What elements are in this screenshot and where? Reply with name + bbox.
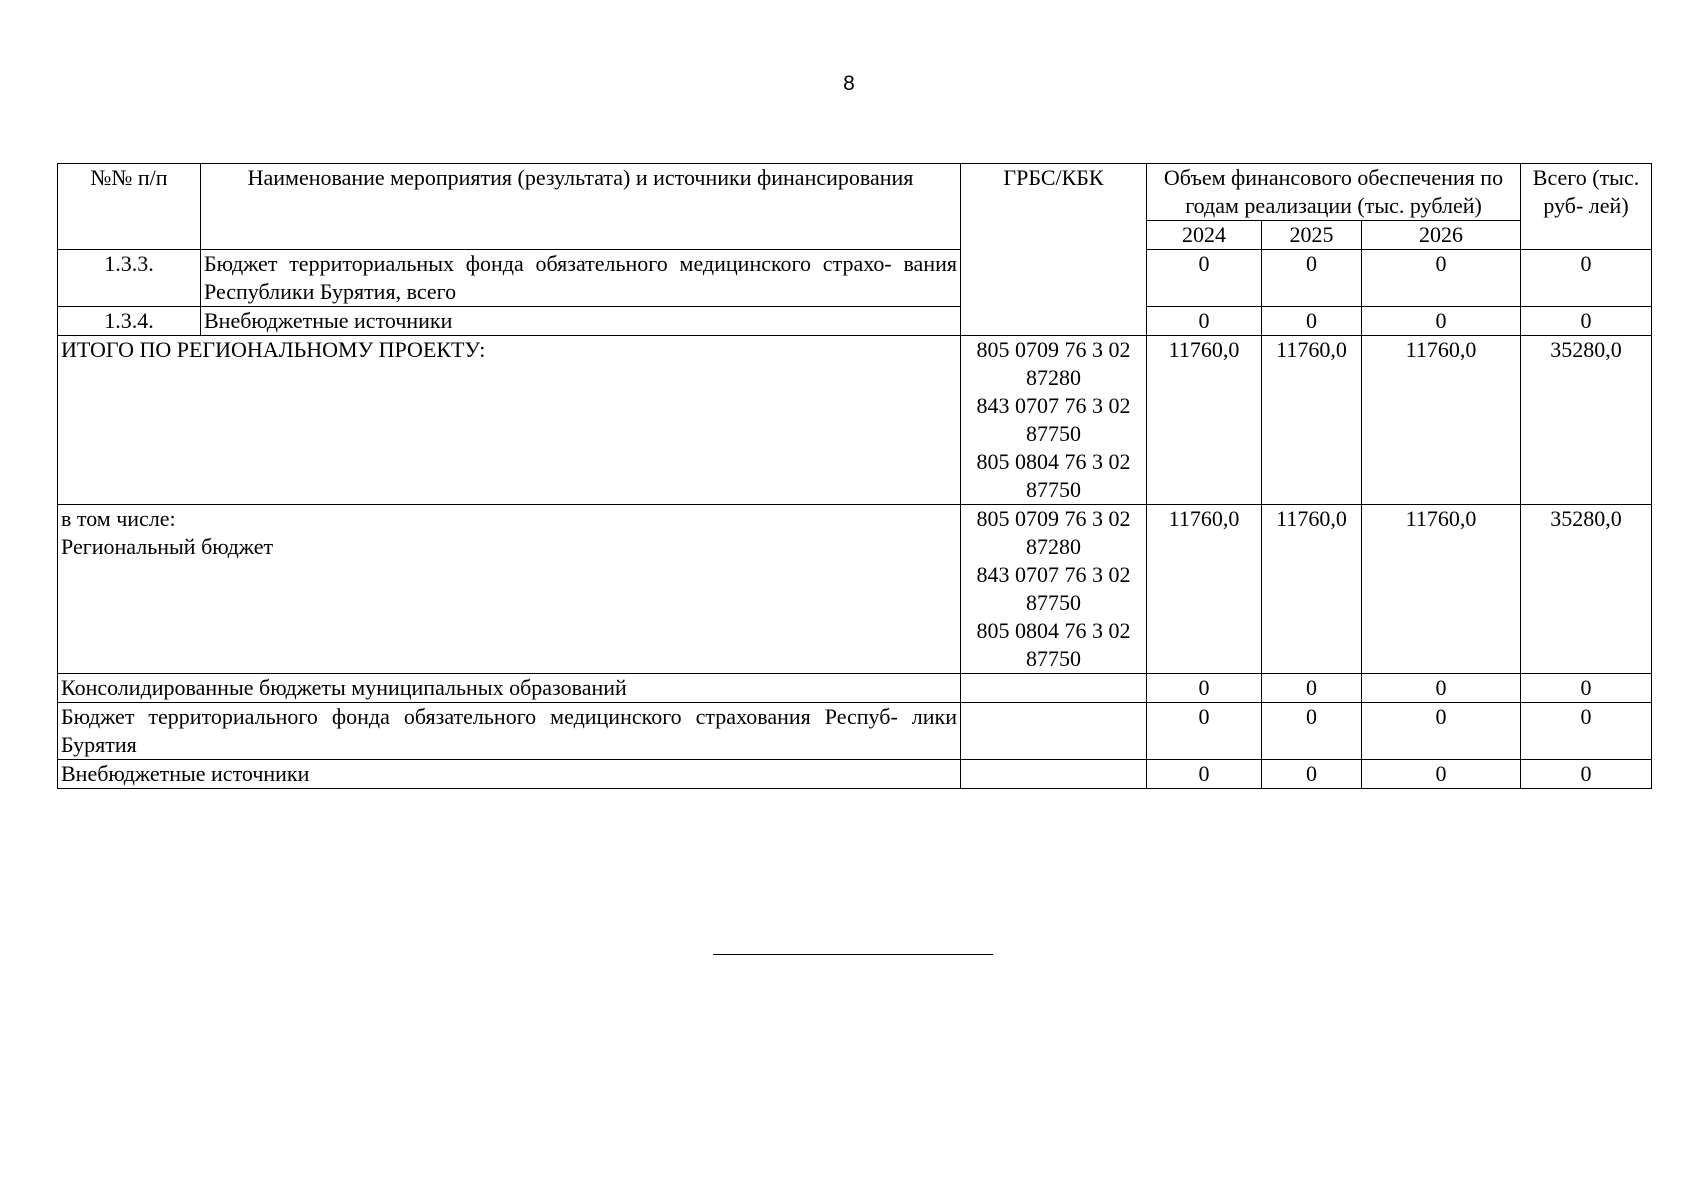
value-2026: 0 — [1362, 674, 1521, 703]
value-total: 35280,0 — [1521, 336, 1652, 505]
header-total: Всего (тыс. руб- лей) — [1521, 164, 1652, 250]
header-grbs: ГРБС/КБК — [961, 164, 1147, 336]
row-name: Бюджет территориального фонда обязательного медицинского страхования Респуб- лики Бурятия — [58, 703, 961, 760]
value-2026: 0 — [1362, 760, 1521, 789]
value-2025: 0 — [1262, 703, 1362, 760]
row-name: Внебюджетные источники — [201, 307, 961, 336]
row-name: Консолидированные бюджеты муниципальных образований — [58, 674, 961, 703]
value-total: 0 — [1521, 307, 1652, 336]
value-2024: 0 — [1147, 674, 1262, 703]
value-2025: 0 — [1262, 760, 1362, 789]
row-name — [58, 505, 961, 674]
value-2026: 11760,0 — [1362, 505, 1521, 674]
value-2026: 0 — [1362, 250, 1521, 307]
value-2024: 11760,0 — [1147, 505, 1262, 674]
value-total: 0 — [1521, 703, 1652, 760]
table-row-total — [58, 336, 1652, 505]
header-num: №№ п/п — [58, 164, 201, 250]
table-row — [58, 703, 1652, 760]
value-2024: 0 — [1147, 703, 1262, 760]
value-2026: 11760,0 — [1362, 336, 1521, 505]
value-2025: 11760,0 — [1262, 336, 1362, 505]
row-kbk — [961, 674, 1147, 703]
value-total: 35280,0 — [1521, 505, 1652, 674]
footer-divider — [713, 954, 993, 955]
table-row — [58, 505, 1652, 674]
row-kbk: 805 0709 76 3 02 87280 843 0707 76 3 02 87750 805 0804 76 3 02 87750 — [961, 505, 1147, 674]
value-2024: 11760,0 — [1147, 336, 1262, 505]
row-number: 1.3.4. — [58, 307, 201, 336]
table-row — [58, 307, 1652, 336]
value-2026: 0 — [1362, 307, 1521, 336]
header-year-2025: 2025 — [1262, 221, 1362, 250]
financing-table — [57, 163, 1652, 789]
header-name: Наименование мероприятия (результата) и источники финансирования — [201, 164, 961, 250]
table-row — [58, 760, 1652, 789]
header-year-2024: 2024 — [1147, 221, 1262, 250]
row-name: Бюджет территориальных фонда обязательного медицинского страхо- вания Республики Бурятия, всего — [201, 250, 961, 307]
header-year-2026: 2026 — [1362, 221, 1521, 250]
header-volume: Объем финансового обеспечения по годам реализации (тыс. рублей) — [1147, 164, 1521, 221]
value-total: 0 — [1521, 250, 1652, 307]
value-total: 0 — [1521, 760, 1652, 789]
value-2025: 0 — [1262, 250, 1362, 307]
value-total: 0 — [1521, 674, 1652, 703]
row-number: 1.3.3. — [58, 250, 201, 307]
value-2024: 0 — [1147, 760, 1262, 789]
row-name-line: в том числе: — [61, 506, 176, 531]
row-kbk — [961, 760, 1147, 789]
value-2025: 11760,0 — [1262, 505, 1362, 674]
row-kbk — [961, 703, 1147, 760]
row-name-line: Региональный бюджет — [61, 534, 274, 559]
value-2025: 0 — [1262, 674, 1362, 703]
page-number: 8 — [843, 72, 855, 95]
value-2024: 0 — [1147, 250, 1262, 307]
table-row — [58, 674, 1652, 703]
table-row — [58, 250, 1652, 307]
row-name: ИТОГО ПО РЕГИОНАЛЬНОМУ ПРОЕКТУ: — [58, 336, 961, 505]
row-name: Внебюджетные источники — [58, 760, 961, 789]
value-2026: 0 — [1362, 703, 1521, 760]
value-2024: 0 — [1147, 307, 1262, 336]
value-2025: 0 — [1262, 307, 1362, 336]
row-kbk: 805 0709 76 3 02 87280 843 0707 76 3 02 87750 805 0804 76 3 02 87750 — [961, 336, 1147, 505]
